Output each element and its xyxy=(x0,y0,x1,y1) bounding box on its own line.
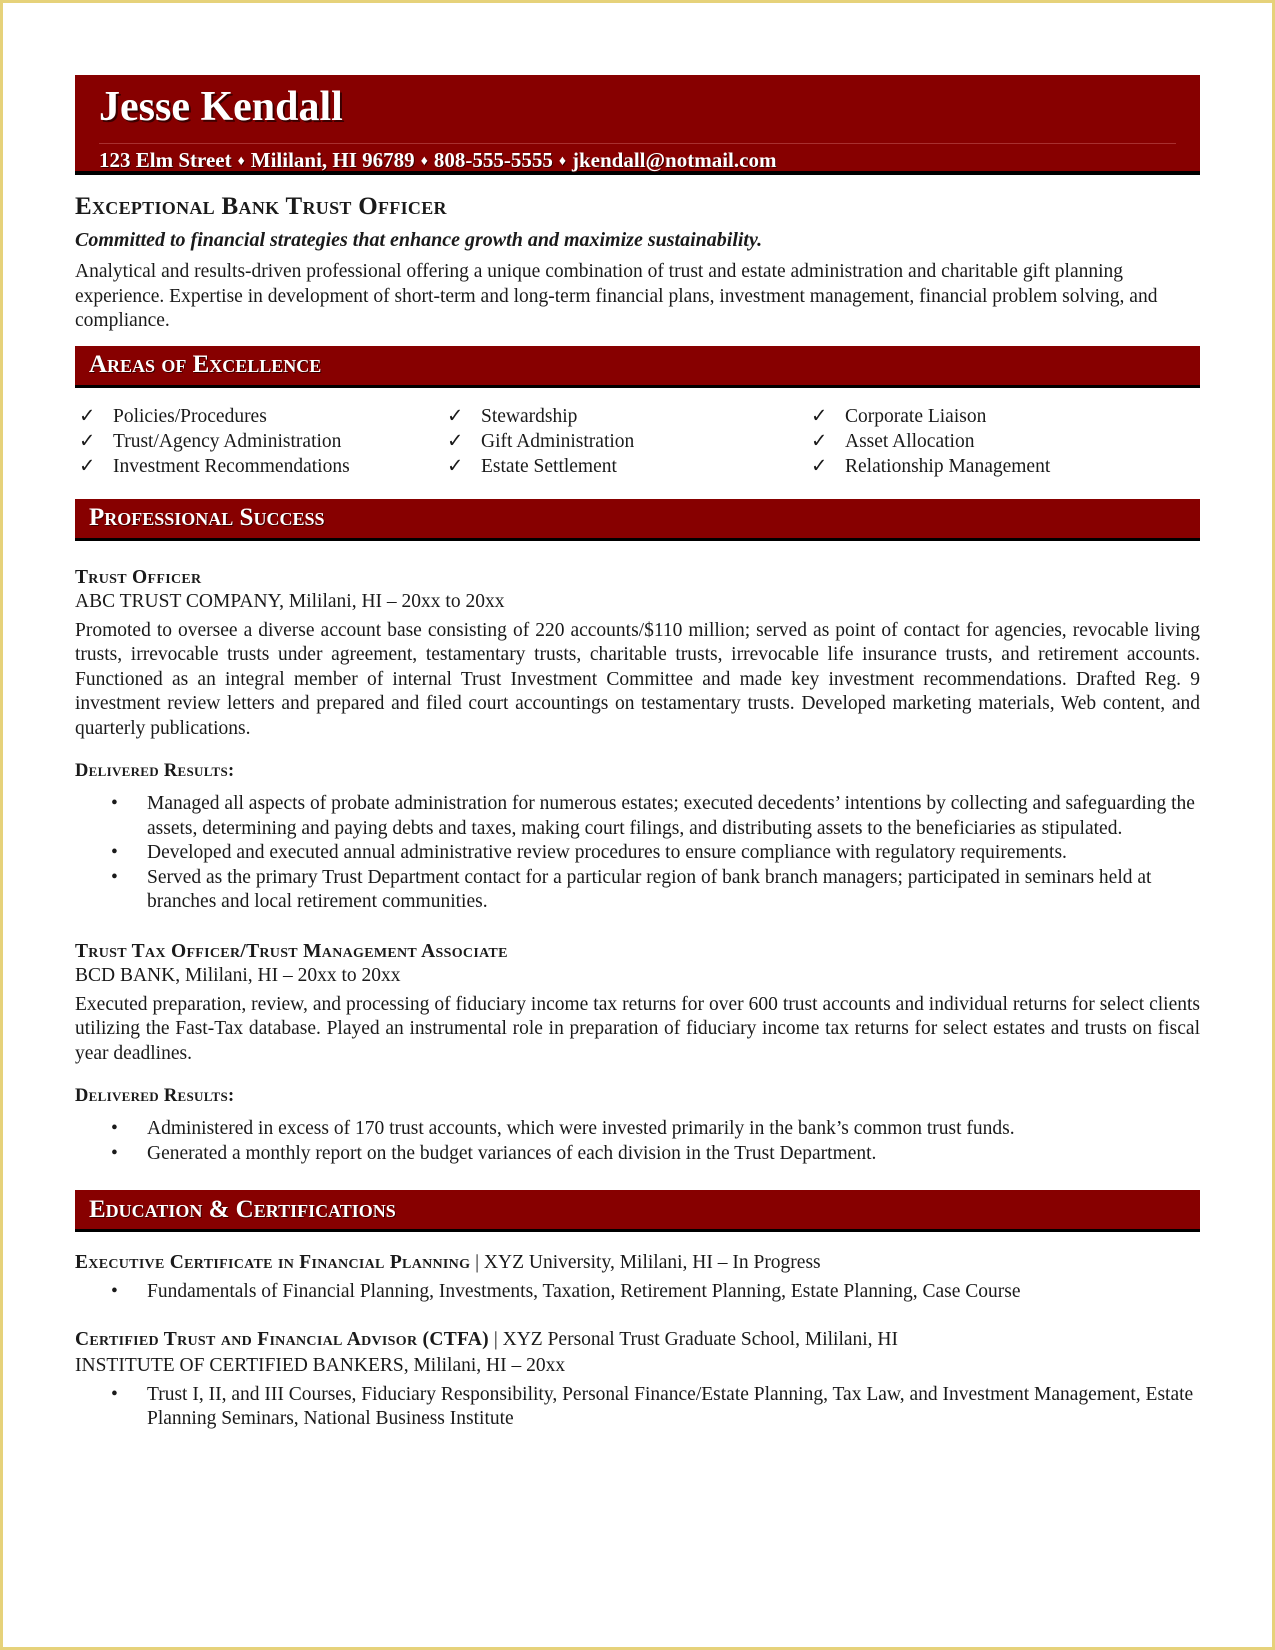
job-employer: BCD BANK, Mililani, HI – 20xx to 20xx xyxy=(75,964,401,986)
list-item: • Served as the primary Trust Department contact for a particular region of bank branch managers; participated in seminars held at branches and local retirement communities. xyxy=(75,866,1200,915)
list-item: ✓ Trust/Agency Administration xyxy=(79,430,342,452)
phone-number: 808-555-5555 xyxy=(433,148,553,172)
job-entry xyxy=(75,567,1200,915)
certificate-detail: | XYZ University, Mililani, HI – In Progress xyxy=(475,1252,821,1273)
job-description: Executed preparation, review, and processing of fiduciary income tax returns for over 600 trust accounts and individual returns for select clients utilizing the Fast-Tax database. Played an instrumental role in preparation of fiduciary income tax returns for select estates and trusts on fiscal year deadlines. xyxy=(75,993,1200,1064)
bullet-icon: • xyxy=(111,842,118,863)
contact-line xyxy=(99,143,1176,173)
street-address: 123 Elm Street xyxy=(99,148,232,172)
checkmark-icon: ✓ xyxy=(79,405,96,427)
diamond-separator-icon: ♦ xyxy=(237,154,245,169)
list-item: • Fundamentals of Financial Planning, Investments, Taxation, Retirement Planning, Estate Planning, Case Course xyxy=(75,1280,1200,1305)
checkmark-icon: ✓ xyxy=(811,405,828,427)
list-item: ✓ Relationship Management xyxy=(811,455,1051,477)
list-item: ✓ Stewardship xyxy=(447,405,578,427)
certificate-detail: | XYZ Personal Trust Graduate School, Mililani, HI xyxy=(493,1328,899,1350)
list-item: ✓ Policies/Procedures xyxy=(79,405,267,427)
areas-column-2 xyxy=(447,404,811,479)
bullet-icon: • xyxy=(111,1142,118,1164)
bullet-icon: • xyxy=(111,1281,118,1302)
list-item: ✓ Asset Allocation xyxy=(811,430,975,452)
results-list xyxy=(75,792,1200,915)
city-state-zip: Mililani, HI 96789 xyxy=(250,148,415,172)
checkmark-icon: ✓ xyxy=(811,430,828,452)
results-label: Delivered Results: xyxy=(75,761,235,781)
list-item: ✓ Investment Recommendations xyxy=(79,455,350,477)
job-employer: ABC TRUST COMPANY, Mililani, HI – 20xx to 20xx xyxy=(75,590,505,612)
summary-paragraph: Analytical and results-driven professional offering a unique combination of trust and estate administration and charitable gift planning experience. Expertise in development of short-term and long-term financial plans, investment management, financial problem solving, and compliance. xyxy=(75,261,1158,331)
certificate-name: Certified Trust and Financial Advisor (CTFA) xyxy=(75,1328,489,1350)
areas-column-1 xyxy=(79,404,447,479)
list-item: ✓ Gift Administration xyxy=(447,430,635,452)
tagline: Committed to financial strategies that enhance growth and maximize sustainability. xyxy=(75,229,763,251)
email-address[interactable]: jkendall@notmail.com xyxy=(572,148,777,172)
areas-column-3 xyxy=(811,404,1050,479)
list-item: ✓ Estate Settlement xyxy=(447,455,617,477)
job-title: Trust Officer xyxy=(75,566,202,588)
list-item: ✓ Corporate Liaison xyxy=(811,405,987,427)
education-entry xyxy=(75,1250,1200,1305)
job-entry xyxy=(75,941,1200,1167)
certificate-line xyxy=(75,1327,1200,1353)
education-bullets xyxy=(75,1383,1200,1432)
results-label: Delivered Results: xyxy=(75,1086,235,1106)
list-item: • Trust I, II, and III Courses, Fiduciary Responsibility, Personal Finance/Estate Planning, Tax Law, and Investment Management, Estate Planning Seminars, National Business Institute xyxy=(75,1383,1200,1432)
bullet-icon: • xyxy=(111,793,118,814)
list-item: • Generated a monthly report on the budget variances of each division in the Trust Department. xyxy=(75,1142,1200,1167)
checkmark-icon: ✓ xyxy=(79,455,96,477)
education-entry xyxy=(75,1327,1200,1432)
job-description: Promoted to oversee a diverse account base consisting of 220 accounts/$110 million; served as point of contact for agencies, revocable living trusts, irrevocable trusts under agreement, testamentary trusts, charitable trusts, irrevocable life insurance trusts, and retirement accounts. Functioned as an integral member of internal Trust Investment Committee and made key investment recommendations. Drafted Reg. 9 investment review letters and prepared and filed court accountings on testamentary trusts. Developed marketing materials, Web content, and quarterly publications. xyxy=(75,619,1200,739)
bullet-icon: • xyxy=(111,1118,118,1139)
certificate-institute: INSTITUTE OF CERTIFIED BANKERS, Mililani, HI – 20xx xyxy=(75,1354,566,1376)
checkmark-icon: ✓ xyxy=(447,430,464,452)
resume-header xyxy=(75,75,1200,175)
certificate-name: Executive Certificate in Financial Planning xyxy=(75,1252,471,1273)
section-heading-education: Education & Certifications xyxy=(75,1190,1200,1232)
checkmark-icon: ✓ xyxy=(447,455,464,477)
checkmark-icon: ✓ xyxy=(447,405,464,427)
bullet-icon: • xyxy=(111,866,118,888)
job-title: Trust Tax Officer/Trust Management Associate xyxy=(75,940,508,962)
list-item: • Developed and executed annual administrative review procedures to ensure compliance with regulatory requirements. xyxy=(75,841,1200,866)
diamond-separator-icon: ♦ xyxy=(558,154,566,169)
areas-of-excellence-list xyxy=(75,388,1200,479)
section-heading-professional-success: Professional Success xyxy=(75,499,1200,541)
list-item: • Administered in excess of 170 trust accounts, which were invested primarily in the bank’s common trust funds. xyxy=(75,1117,1200,1142)
checkmark-icon: ✓ xyxy=(811,455,828,477)
bullet-icon: • xyxy=(111,1383,118,1405)
checkmark-icon: ✓ xyxy=(79,430,96,452)
section-heading-areas: Areas of Excellence xyxy=(75,346,1200,388)
professional-title: Exceptional Bank Trust Officer xyxy=(75,193,447,220)
candidate-name: Jesse Kendall xyxy=(99,84,343,130)
education-bullets xyxy=(75,1280,1200,1305)
diamond-separator-icon: ♦ xyxy=(420,154,428,169)
certificate-line xyxy=(75,1250,1200,1276)
results-list xyxy=(75,1117,1200,1166)
list-item: • Managed all aspects of probate administration for numerous estates; executed decedents’ intentions by collecting and safeguarding the assets, determining and paying debts and taxes, making court filings, and distributing assets to the beneficiaries as stipulated. xyxy=(75,792,1200,841)
